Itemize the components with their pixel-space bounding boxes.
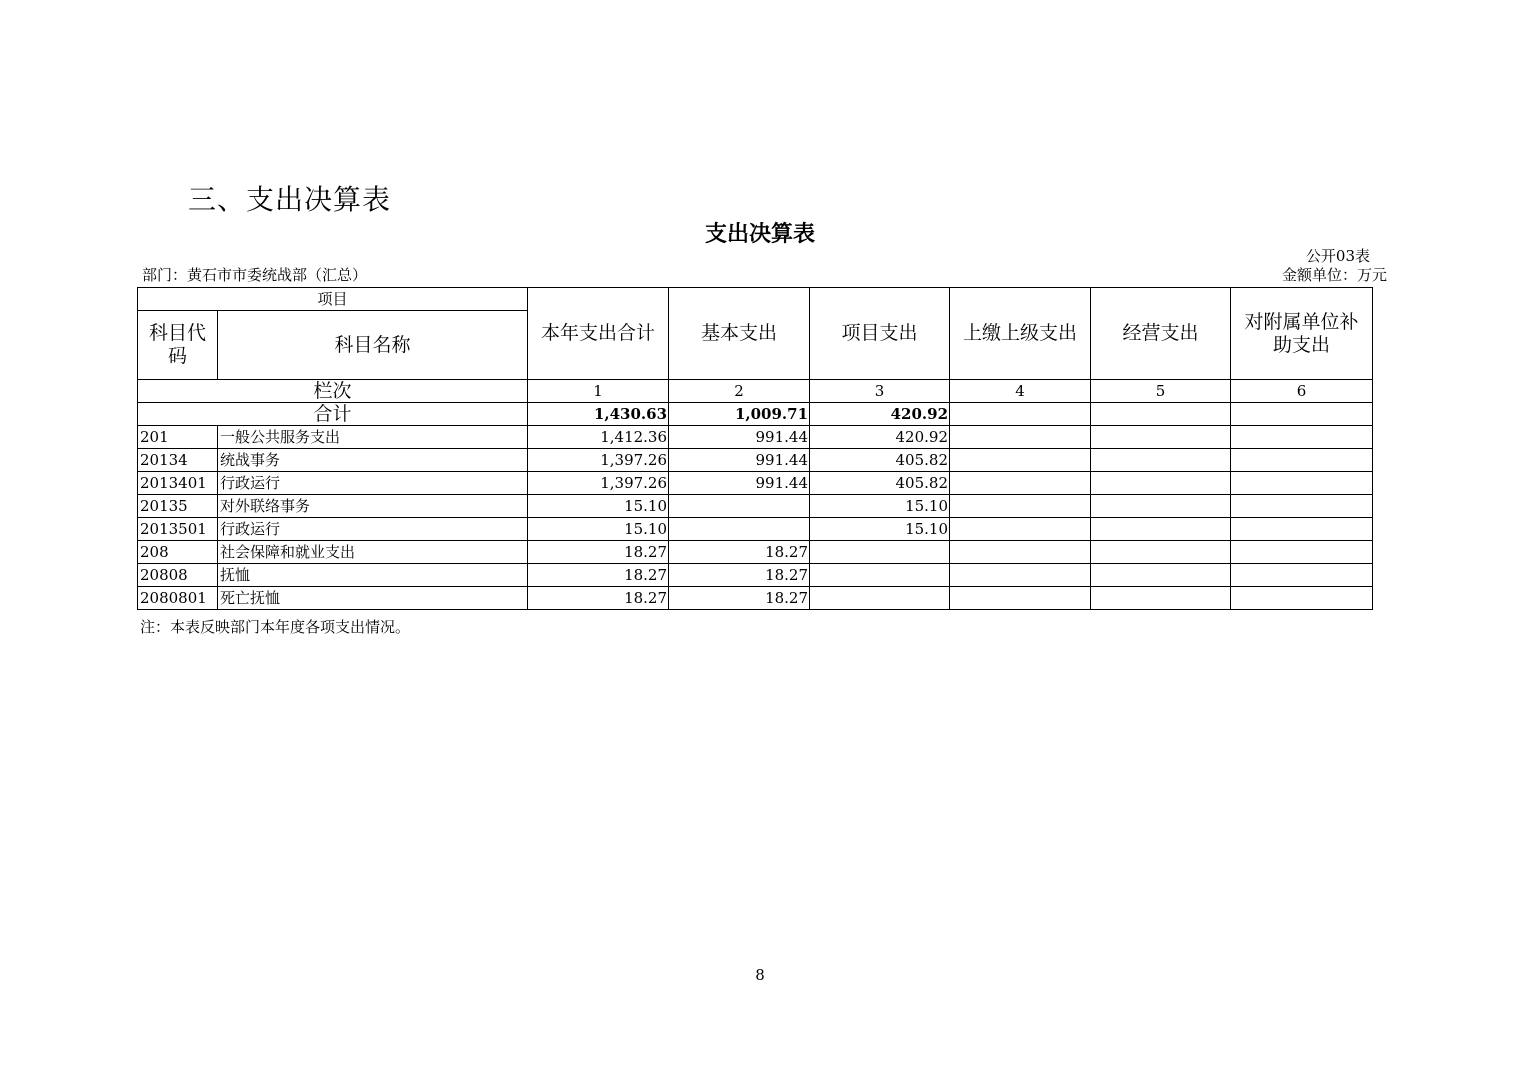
subject-code: 2080801: [138, 587, 218, 610]
amount-cell: 15.10: [528, 518, 669, 541]
table-row: [138, 449, 1373, 472]
subject-name: 抚恤: [218, 564, 528, 587]
table-row: [138, 426, 1373, 449]
amount-cell: [1091, 587, 1231, 610]
amount-cell: 405.82: [810, 449, 950, 472]
amount-cell: 1,397.26: [528, 472, 669, 495]
amount-unit-label: 金额单位：万元: [1281, 266, 1387, 284]
header-code: 科目代码: [138, 311, 218, 380]
total-cell: [1231, 403, 1373, 426]
serial-label: 栏次: [138, 380, 528, 403]
department-label: 部门：黄石市市委统战部（汇总）: [142, 266, 368, 284]
total-row: [138, 403, 1373, 426]
amount-cell: 18.27: [528, 541, 669, 564]
subject-name: 统战事务: [218, 449, 528, 472]
subject-code: 20134: [138, 449, 218, 472]
amount-cell: 991.44: [669, 426, 810, 449]
amount-cell: [1091, 518, 1231, 541]
amount-cell: [1091, 495, 1231, 518]
amount-cell: 18.27: [528, 587, 669, 610]
serial-cell: 6: [1231, 380, 1373, 403]
form-number: 公开03表: [1305, 247, 1370, 265]
amount-cell: 15.10: [810, 495, 950, 518]
table-row: [138, 541, 1373, 564]
amount-cell: [950, 564, 1091, 587]
subject-code: 2013401: [138, 472, 218, 495]
serial-cell: 4: [950, 380, 1091, 403]
amount-cell: [810, 587, 950, 610]
amount-cell: [1231, 449, 1373, 472]
subject-code: 2013501: [138, 518, 218, 541]
serial-cell: 2: [669, 380, 810, 403]
amount-cell: 18.27: [669, 564, 810, 587]
amount-cell: 15.10: [810, 518, 950, 541]
amount-cell: [1091, 564, 1231, 587]
header-col-4: 上缴上级支出: [950, 288, 1091, 380]
subject-code: 20135: [138, 495, 218, 518]
table-row: [138, 518, 1373, 541]
serial-row: [138, 380, 1373, 403]
table-title: 支出决算表: [704, 222, 815, 247]
amount-cell: [1231, 426, 1373, 449]
amount-cell: 991.44: [669, 449, 810, 472]
subject-name: 死亡抚恤: [218, 587, 528, 610]
header-col-2: 基本支出: [669, 288, 810, 380]
total-cell: 1,009.71: [669, 403, 810, 426]
amount-cell: [1231, 518, 1373, 541]
subject-code: 201: [138, 426, 218, 449]
amount-cell: [669, 495, 810, 518]
table-row: [138, 587, 1373, 610]
table-row: [138, 495, 1373, 518]
amount-cell: [1091, 449, 1231, 472]
header-item: 项目: [138, 288, 528, 311]
amount-cell: 1,397.26: [528, 449, 669, 472]
page-number: 8: [755, 966, 765, 984]
table-note: 注：本表反映部门本年度各项支出情况。: [140, 618, 411, 636]
expenditure-table: [137, 287, 1373, 610]
amount-cell: [1231, 564, 1373, 587]
amount-cell: [1231, 495, 1373, 518]
amount-cell: [1091, 426, 1231, 449]
total-cell: [950, 403, 1091, 426]
amount-cell: [669, 518, 810, 541]
amount-cell: [950, 472, 1091, 495]
amount-cell: [1091, 472, 1231, 495]
amount-cell: [1231, 541, 1373, 564]
amount-cell: 18.27: [669, 587, 810, 610]
amount-cell: 18.27: [669, 541, 810, 564]
amount-cell: [810, 541, 950, 564]
header-col-1: 本年支出合计: [528, 288, 669, 380]
amount-cell: 991.44: [669, 472, 810, 495]
amount-cell: [1231, 472, 1373, 495]
total-cell: 420.92: [810, 403, 950, 426]
subject-code: 208: [138, 541, 218, 564]
amount-cell: [950, 541, 1091, 564]
total-cell: [1091, 403, 1231, 426]
header-col-3: 项目支出: [810, 288, 950, 380]
subject-name: 一般公共服务支出: [218, 426, 528, 449]
serial-cell: 5: [1091, 380, 1231, 403]
amount-cell: 15.10: [528, 495, 669, 518]
header-col-5: 经营支出: [1091, 288, 1231, 380]
amount-cell: [950, 495, 1091, 518]
amount-cell: 405.82: [810, 472, 950, 495]
amount-cell: [810, 564, 950, 587]
total-cell: 1,430.63: [528, 403, 669, 426]
subject-name: 对外联络事务: [218, 495, 528, 518]
subject-code: 20808: [138, 564, 218, 587]
amount-cell: 18.27: [528, 564, 669, 587]
table-row: [138, 564, 1373, 587]
serial-cell: 3: [810, 380, 950, 403]
header-name: 科目名称: [218, 311, 528, 380]
amount-cell: [950, 587, 1091, 610]
section-title: 三、支出决算表: [188, 183, 392, 216]
amount-cell: [950, 518, 1091, 541]
table-row: [138, 472, 1373, 495]
amount-cell: [950, 426, 1091, 449]
amount-cell: [1231, 587, 1373, 610]
subject-name: 行政运行: [218, 518, 528, 541]
serial-cell: 1: [528, 380, 669, 403]
amount-cell: 420.92: [810, 426, 950, 449]
total-label: 合计: [138, 403, 528, 426]
subject-name: 社会保障和就业支出: [218, 541, 528, 564]
header-col-6: 对附属单位补助支出: [1231, 288, 1373, 380]
amount-cell: [950, 449, 1091, 472]
subject-name: 行政运行: [218, 472, 528, 495]
amount-cell: 1,412.36: [528, 426, 669, 449]
amount-cell: [1091, 541, 1231, 564]
